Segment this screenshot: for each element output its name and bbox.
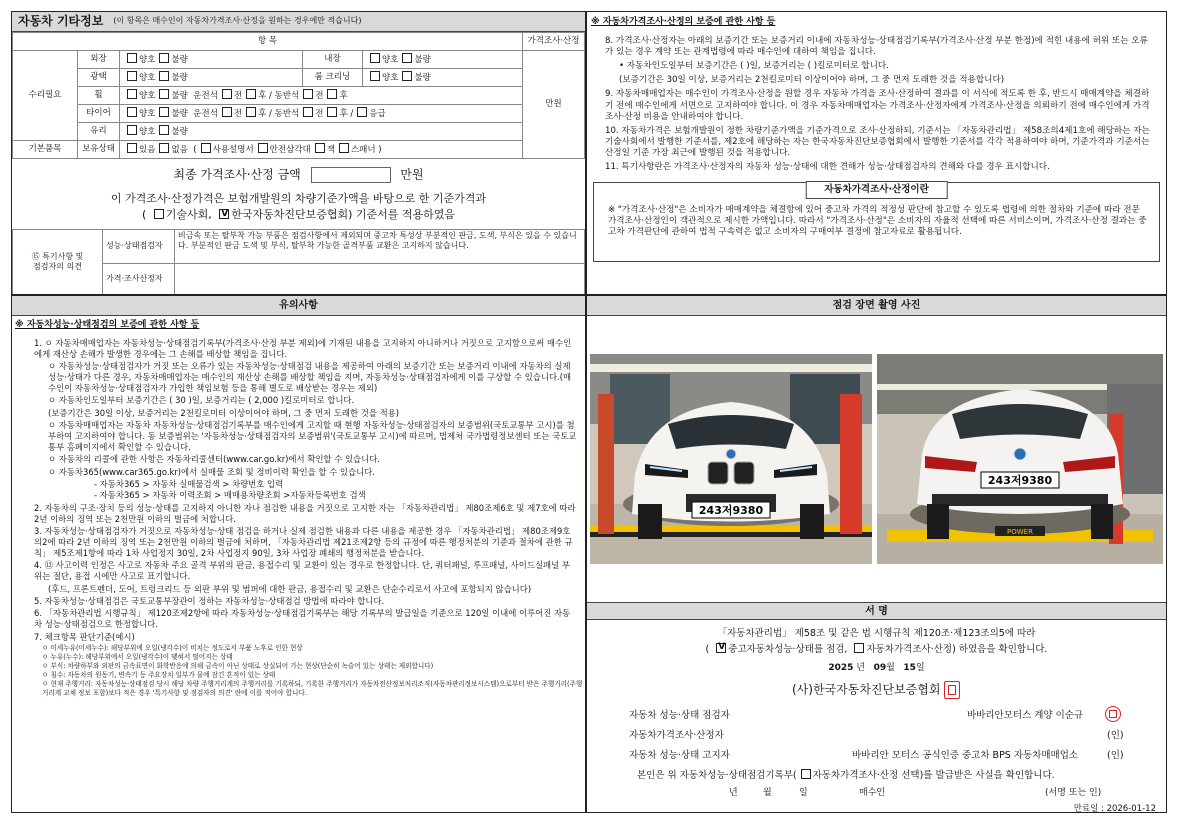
kadia-checkbox[interactable] [219, 209, 229, 219]
price-inspector-note [175, 263, 585, 295]
basis-line-1: 이 가격조사·산정가격은 보험개발원의 차량기준가액을 바탕으로 한 기준가격과 [110, 192, 487, 206]
jack-checkbox[interactable] [315, 143, 325, 153]
note-1-5: ㅇ 자동차의 리콜에 관한 사항은 자동차리콜센터(www.car.go.kr)에서 확인할 수 있습니다. [48, 454, 380, 465]
final-amount-row [12, 167, 585, 183]
criteria-corrosion: ㅇ 부식: 차량하부와 외판의 금속표면이 화학반응에 의해 금속이 아닌 상태로 상실되어 가는 현상(단순히 녹슬어 있는 상태는 제외합니다) [42, 661, 434, 670]
note-1-6b: - 자동차365 > 자동차 이력조회 > 매매용차량조회 >자동차등록번호 검색 [94, 490, 366, 501]
exterior-good-checkbox[interactable] [127, 53, 137, 63]
expiry-date: 만료일 : 2026-01-12 [1073, 804, 1156, 813]
photos-header: 점검 장면 촬영 사진 [587, 296, 1166, 316]
basis-line-2: ( 기술사회, V 한국자동차진단보증협회) 기준서를 적용하였음 [12, 207, 585, 223]
price-item-9: 9. 자동차매매업자는 매수인이 가격조사·산정을 원할 경우 자동차 가격을 조사·산정하여 결과를 이 서식에 적도록 한 후, 반드시 매매계약을 체결하기 전에 매수인에게 서면으로 고지하여야 합니다. 이 경우 자동차매매업자는 가격조사·산정자에게 가격조사·산정을 의뢰하기 전에 매수인에게 가격조사·산정 비용을 안내하여야 합니다. [605, 89, 1150, 122]
have-checkbox[interactable] [127, 143, 137, 153]
rear-inspection-photo [877, 354, 1163, 564]
signature-line-2: ( V중고자동차성능·상태를 점검, 자동차가격조사·산정) 하였음을 확인합니다. [587, 643, 1166, 656]
none-checkbox[interactable] [159, 143, 169, 153]
wheel-rear-passenger-checkbox[interactable] [246, 89, 256, 99]
wheel-bad-checkbox[interactable] [159, 89, 169, 99]
org-name: (사)한국자동차진단보증협회 [792, 682, 941, 697]
buyer-label: 매수인 [859, 788, 886, 798]
interior-bad-checkbox[interactable] [402, 53, 412, 63]
tire-good-checkbox[interactable] [127, 107, 137, 117]
tire-pfront-checkbox[interactable] [303, 107, 313, 117]
interior-label: 내장 [303, 51, 363, 69]
check-criteria-list [12, 644, 585, 697]
other-info-title: 자동차 기타정보 [18, 13, 104, 28]
notifier-sign-label: 자동차 성능·상태 고지자 [629, 750, 730, 761]
price-definition-title: 자동차가격조사·산정이란 [805, 181, 948, 199]
special-notes-label: ⑮ 특기사항 및 점검자의 의견 [13, 229, 103, 295]
perf-inspector-note: 비금속 또는 탈부착 가능 부품은 점검사항에서 제외되며 중고차 특성상 부분적인 판금, 도색, 부식은 있을 수 있습니다. 부분적인 판금 도색 및 부식, 탈부착 가능한 골격부품 교환은 고지하지 않습니다. [175, 229, 585, 263]
perf-inspector-sign-label: 자동차 성능·상태 점검자 [629, 710, 730, 721]
note-6: 6. 「자동차관리법 시행규칙」 제120조제2항에 따라 자동차성능·상태점검기록부는 해당 기록부의 발급일을 기준으로 120일 이내에 이루어진 자동차 성능·상태점검으로 한정합니다. [34, 608, 571, 630]
notes-list [12, 336, 585, 643]
special-notes-table [12, 229, 585, 295]
org-name-row [792, 681, 960, 699]
retention-options: 있음 없음 ( 사용설명서 안전삼각대 잭 스패너 ) [120, 141, 523, 159]
price-item-11: 11. 특기사항란은 가격조사·산정자의 자동차 성능·상태에 대한 견해가 성능·상태점검자의 견해와 다를 경우 표시합니다. [605, 162, 1050, 173]
perf-inspector-sign-value: 바바리안모터스 계양 이순규 [967, 710, 1084, 721]
wheel-prear-checkbox[interactable] [327, 89, 337, 99]
notifier-seal: (인) [1107, 750, 1124, 761]
tire-rear-passenger-checkbox[interactable] [246, 107, 256, 117]
room-cleaning-label: 룸 크리닝 [303, 69, 363, 87]
room-bad-checkbox[interactable] [402, 71, 412, 81]
price-inspector-seal: (인) [1107, 730, 1124, 741]
exterior-label: 외장 [78, 51, 120, 69]
note-7: 7. 체크항목 판단기준(예시) [34, 631, 135, 642]
note-1-6a: - 자동차365 > 자동차 실매물검색 > 차량번호 입력 [94, 479, 284, 490]
notes-panel [11, 295, 586, 813]
retention-label: 보유상태 [78, 141, 120, 159]
engineer-society-checkbox[interactable] [154, 209, 164, 219]
note-1-6: ㅇ 자동차365(www.car365.go.kr)에서 실매물 조회 및 정비이력 확인을 할 수 있습니다. [48, 466, 375, 477]
glass-label: 유리 [78, 123, 120, 141]
exterior-options: 양호 불량 [120, 51, 303, 69]
tire-front-checkbox[interactable] [222, 107, 232, 117]
interior-options: 양호 불량 [363, 51, 523, 69]
interior-good-checkbox[interactable] [370, 53, 380, 63]
note-1-4: ㅇ 자동차매매업자는 자동차 자동차성능·상태점검기록부를 매수인에게 고지할 때 현행 자동차성능·상태점검자의 보증범위(국토교통부 고시)를 첨부하여 고지하여야 합니다. 동 보증범위는 '자동차성능·상태점검자의 보증범위'(국토교통부 고시)에 따르며, 법제처 국가법령정보센터 또는 국토교통부 홈페이지에서 확인할 수 있습니다. [48, 420, 577, 452]
triangle-checkbox[interactable] [258, 143, 268, 153]
other-info-subtitle: (이 항목은 매수인이 자동차가격조사·산정을 원하는 경우에만 적습니다) [113, 16, 362, 26]
price-check-checkbox[interactable] [854, 643, 864, 653]
buyer-seal: (서명 또는 인) [1045, 788, 1102, 798]
wheel-options: 양호 불량 운전석 전 후 / 동반석 전 후 [120, 87, 523, 105]
note-4: 4. ⑫ 사고이력 인정은 사고로 자동차 주요 골격 부위의 판금, 용접수리 및 교환이 있는 경우로 한정합니다. 단, 쿼터패널, 루프패널, 사이드실패널 부위는 절단, 용접 시에만 사고로 표기합니다. [34, 560, 570, 582]
price-item-8: 8. 가격조사·산정자는 아래의 보증기간 또는 보증거리 이내에 자동차성능·상태점검기록부(가격조사·산정 부분 한정)에 적힌 내용에 허위 또는 오류가 있는 경우 계약 또는 관계법령에 따라 매수인에 대하여 책임을 집니다. [605, 35, 1148, 57]
signature-header: 서 명 [587, 602, 1166, 620]
gloss-good-checkbox[interactable] [127, 71, 137, 81]
perf-inspector-label: 성능·상태점검자 [103, 229, 175, 263]
exterior-bad-checkbox[interactable] [159, 53, 169, 63]
inspector-seal-icon [1105, 706, 1121, 722]
signature-line-1: 「자동차관리법」 제58조 및 같은 법 시행규칙 제120조·제123조의5에 따라 [717, 628, 1036, 639]
other-info-table [12, 32, 585, 159]
wheel-pfront-checkbox[interactable] [303, 89, 313, 99]
note-3: 3. 자동차성능·상태점검자가 거짓으로 자동차성능·상태 점검을 하거나 실제 점검한 내용과 다른 내용을 제공한 경우 「자동차관리법」 제80조제9호의2에 따라 2년 이하의 징역 또는 2천만원 이하의 벌금에 처하며, 「자동차관리법 제21조제2항 등의 규정에 따른 행정처분의 기준과 절차에 관한 규칙」 제5조제1항에 따라 1차 사업정지 30일, 2차 사업정지 90일, 3차 사업장 폐쇄의 행정처분을 받습니다. [34, 525, 573, 558]
criteria-mileage: ㅇ 현재 주행거리: 자동차성능·상태점검 당시 해당 차량 주행거리계의 주행거리를 기록하되, 기록한 주행거리가 자동차전산정보처리조직(자동차관리정보시스템)으로부터 받은 주행거리(주행거리계 교체 정보 포함)보다 적은 경우 '특기사항 및 점검자의 의견' 란에 이를 적어야 합니다. [42, 679, 583, 697]
note-1: 1. ㅇ 자동차매매업자는 자동차성능·상태점검기록부(가격조사·산정 부분 제외)에 기재된 내용을 고지하지 아니하거나 거짓으로 고지함으로써 매수인에게 재산상 손해가 발생한 경우에는 그 손해를 배상할 책임을 집니다. [34, 337, 572, 359]
note-4b: (후드, 프론트펜더, 도어, 트렁크리드 등 외판 부위 및 범퍼에 대한 판금, 용접수리 및 교환은 단순수리로서 사고에 포함되지 않습니다) [48, 583, 532, 594]
basis-statement [12, 191, 585, 223]
notes-header: 유의사항 [12, 296, 585, 316]
final-amount-unit: 만원 [400, 167, 424, 182]
gloss-options: 양호 불량 [120, 69, 303, 87]
note-1-2: ㅇ 자동차성능·상태점검자가 거짓 또는 오류가 있는 자동차성능·상태점검 내용을 제공하여 아래의 보증기간 또는 보증거리 이내에 자동차의 실제 성능·상태가 다른 경우, 자동차매매업자는 매수인의 재산상 손해를 배상할 책임을 지며, 자동차성능·상태점검자에게 이를 구상할 수 있습니다.(매수인이 자동차성능·상태점검자가 가입한 책임보험 등을 통해 별도로 배상받는 경우는 제외) [48, 361, 572, 393]
price-won-cell: 만원 [523, 51, 585, 159]
repair-needed-label: 수리필요 [13, 51, 78, 141]
vehicle-other-info-panel [11, 11, 586, 295]
note-5: 5. 자동차성능·상태점검은 국토교통부장관이 정하는 자동차성능·상태점검 방법에 따라야 합니다. [34, 595, 385, 606]
criteria-minor-leak: ㅇ 미세누유(미세누수): 해당부위에 오일(냉각수)이 비치는 정도로서 부품 노후로 인한 현상 [42, 644, 303, 653]
price-guarantee-list [587, 34, 1166, 174]
glass-options: 양호 불량 [120, 123, 523, 141]
org-seal-icon [944, 681, 960, 699]
price-inspector-sign-label: 자동차가격조사·산정자 [629, 730, 724, 741]
receipt-price-checkbox[interactable] [801, 769, 811, 779]
criteria-leak: ㅇ 누유(누수): 해당부위에서 오일(냉각수)이 맺혀서 떨어지는 상태 [42, 653, 233, 662]
notifier-sign-value: 바바리안 모터스 공식인증 중고차 BPS 자동차매매업소 [852, 750, 1079, 761]
price-item-8-sub2: (보증기간은 30일 이상, 보증거리는 2천킬로미터 이상이어야 하며, 그 중 먼저 도래한 것을 적용합니다) [619, 75, 1005, 86]
spanner-checkbox[interactable] [339, 143, 349, 153]
tire-bad-checkbox[interactable] [159, 107, 169, 117]
signature-date: 2025 년 09월 15일 [828, 663, 925, 673]
gloss-bad-checkbox[interactable] [159, 71, 169, 81]
notes-title: ※ 자동차성능·상태점검의 보증에 관한 사항 등 [15, 320, 200, 330]
price-inspector-label: 가격·조사산정자 [103, 263, 175, 295]
lift-brand-text: POWER [1007, 528, 1033, 536]
price-definition-text: ※ "가격조사·산정"은 소비자가 매매계약을 체결함에 있어 중고차 가격의 적정성 판단에 참고할 수 있도록 법령에 의한 절차와 기준에 따라 전문 가격조사·산정인이 객관적으로 제시한 가액입니다. 따라서 "가격조사·산정"은 소비자의 자율적 선택에 따른 서비스이며, 가격조사·산정 결과는 중고차 가격판단에 관하여 법적 구속력은 없고 소비자의 구매여부 결정에 참고자료로 활용됩니다. [608, 204, 1147, 237]
price-definition-box [593, 182, 1160, 262]
price-item-10: 10. 자동차가격은 보험개발원이 정한 차량기준가액을 기준가격으로 조사·산정하되, 기준서는 「자동차관리법」 제58조의4제1호에 해당하는 자는 기술사회에서 발행한 기준서를, 제2호에 해당하는 자는 한국자동차진단보증협회에서 발행한 기준서를 각각 적용하여야 하며, 기준가격과 기준서는 산정일 기준 가장 최근에 발행된 것을 적용합니다. [605, 125, 1150, 159]
wheel-label: 휠 [78, 87, 120, 105]
note-1-3: ㅇ 자동차인도일부터 보증기간은 ( 30 )일, 보증거리는 ( 2,000 )킬로미터로 합니다. [48, 395, 355, 406]
front-plate-text: 243저9380 [698, 504, 764, 517]
tire-label: 타이어 [78, 105, 120, 123]
price-item-8-sub1: • 자동차인도일부터 보증기간은 ( )일, 보증거리는 ( )킬로미터로 합니다. [619, 61, 889, 72]
other-info-header [12, 12, 585, 32]
final-amount-label: 최종 가격조사·산정 금액 [173, 167, 301, 182]
criteria-flood: ㅇ 침수: 자동차의 원동기, 변속기 등 주요장치 일부가 물에 잠긴 흔적이 있는 상태 [42, 670, 276, 679]
note-2: 2. 자동차의 구조·장치 등의 성능·상태를 고지하지 아니한 자나 점검한 내용을 거짓으로 고지한 자는 「자동차관리법」 제80조제6호 및 제7호에 따라 2년 이하의 징역 또는 2천만원 이하의 벌금에 처합니다. [34, 502, 576, 524]
glass-bad-checkbox[interactable] [159, 125, 169, 135]
front-inspection-photo [590, 354, 872, 564]
tire-options: 양호 불량 운전석 전 후 / 동반석 전 후 / 응급 [120, 105, 523, 123]
glass-good-checkbox[interactable] [127, 125, 137, 135]
col-item-header: 항 목 [13, 33, 523, 51]
price-guarantee-panel [586, 11, 1167, 295]
col-price-header: 가격조사·산정 [523, 33, 585, 51]
signature-body: 「자동차관리법」 제58조 및 같은 법 시행규칙 제120조·제123조의5에 따라 ( V중고자동차성능·상태를 점검, 자동차가격조사·산정) 하였음을 확인합니다. 2025 년 09월 15일 (사)한국자동차진단보증협회 자동차 성능·상태 점검자 바바리안모터스 계양 이순규 자동차가격조사·산정자 (인) 자동차 성능·상태 고지자 바바리안 모터스 공식인증 중고차 BPS 자동차매매업소 (인) 본인은 위 자동차성능·상태점검기록부( 자동차가격조사·산정 선택)를 발급받은 사실을 확인합니다. 년 월 일 매수인 (서명 또는 인) 만료일 : 2026-01-12 [587, 620, 1166, 812]
receipt-confirm: 본인은 위 자동차성능·상태점검기록부( 자동차가격조사·산정 선택)를 발급받은 사실을 확인합니다. [637, 770, 1055, 781]
room-cleaning-options: 양호 불량 [363, 69, 523, 87]
tire-prear-checkbox[interactable] [327, 107, 337, 117]
final-amount-field[interactable] [311, 167, 391, 183]
price-guarantee-title: ※ 자동차가격조사·산정의 보증에 관한 사항 등 [591, 17, 776, 27]
photos-signature-panel [586, 295, 1167, 813]
gloss-label: 광택 [78, 69, 120, 87]
wheel-front-checkbox[interactable] [222, 89, 232, 99]
wheel-good-checkbox[interactable] [127, 89, 137, 99]
manual-checkbox[interactable] [201, 143, 211, 153]
basic-items-label: 기본품목 [13, 141, 78, 159]
rear-plate-text: 243저9380 [987, 474, 1053, 487]
perf-check-checkbox[interactable] [716, 643, 726, 653]
room-good-checkbox[interactable] [370, 71, 380, 81]
tire-emergency-checkbox[interactable] [357, 107, 367, 117]
note-1-3b: (보증기간은 30일 이상, 보증거리는 2천킬로미터 이상이어야 하며, 그 중 먼저 도래한 것을 적용) [48, 407, 400, 418]
